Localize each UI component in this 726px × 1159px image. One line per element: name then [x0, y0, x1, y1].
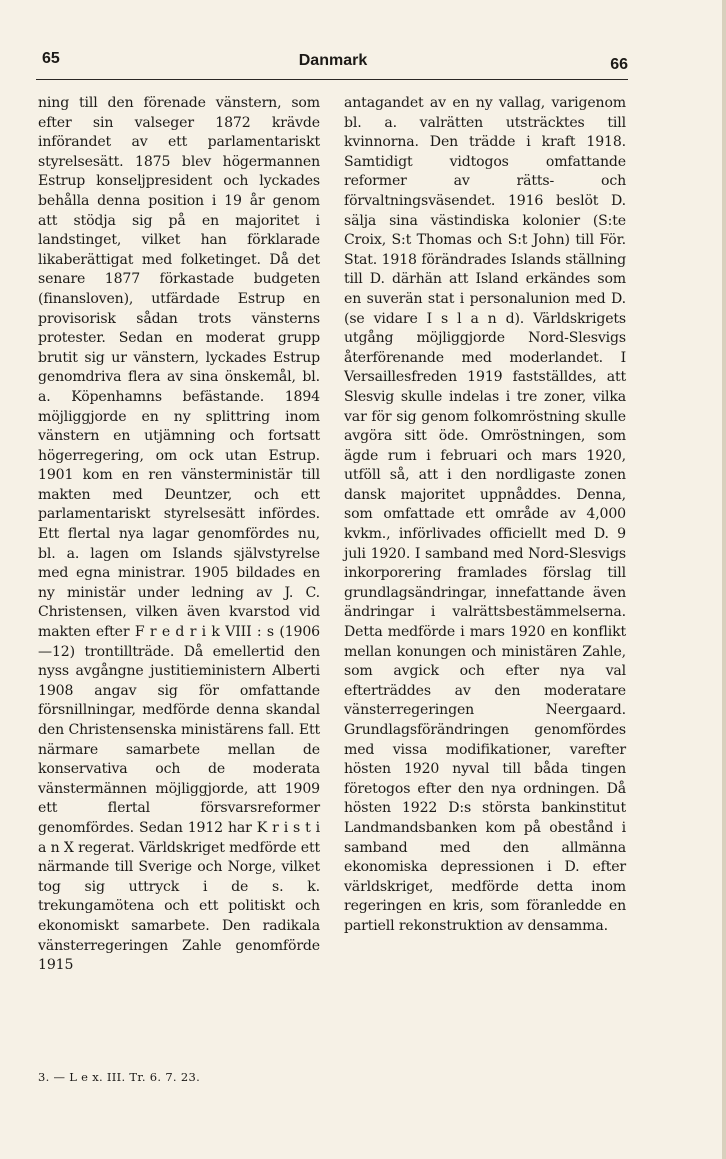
column-right-text: antagandet av en ny vallag, varigenom bl. a. valrätten utsträcktes till kvinnorna. Den trädde i kraft 1918. Samtidigt vidtogos omfattande reformer av rätts- och förvaltningsväsendet. 1916 beslöt D. sälja sina västindiska kolonier (S:te Croix, S:t Thomas och S:t John) till För. Stat. 1918 förändrades Islands ställning till D. därhän att Island erkändes som en suverän stat i personalunion med D. (se vidare I s l a n d). Världskrigets utgång möjliggjorde Nord-Slesvigs återförenande med moderlandet. I Versaillesfreden 1919 fastställdes, att Slesvig skulle indelas i tre zoner, vilka var för sig genom folkomröstning skulle avgöra sitt öde. Omröstningen, som ägde rum i februari och mars 1920, utföll så, att i den nordligaste zonen dansk majoritet uppnåddes. Denna, som omfattade ett område av 4,000 kvkm., införlivades officiellt med D. 9 juli 1920. I samband med Nord-Slesvigs inkorporering framlades förslag till grundlagsändringar, innefattande även ändringar i valrättsbestämmelserna. Detta medförde i mars 1920 en konflikt mellan konungen och ministären Zahle, som avgick och efter nya val efterträddes av den moderatare vänsterregeringen Neergaard. Grundlagsförändringen genomfördes med vissa modifikationer, varefter hösten 1920 nyval till båda tingen företogos efter den nya ordningen. Då hösten 1922 D:s största bankinstitut Landmandsbanken kom på obestånd i samband med den allmänna ekonomiska depressionen i D. efter världskriget, medförde detta inom regeringen en kris, som föranledde en partiell rekonstruktion av densamma.	[344, 95, 626, 934]
header-rule	[36, 79, 628, 80]
page-title: Danmark	[298, 52, 368, 69]
page-edge	[722, 0, 726, 1159]
page-number-left: 65	[42, 50, 60, 67]
printer-signature: 3. — L e x. III. Tr. 6. 7. 23.	[38, 1070, 201, 1084]
column-left-text: ning till den förenade vänstern, som efter sin valseger 1872 krävde införandet av ett parlamentariskt styrelsesätt. 1875 blev högermannen Estrup konseljpresident och lyckades behålla denna position i 19 år genom att stödja sig på en majoritet i landstinget, vilket han förklarade likaberättigat med folketinget. Då det senare 1877 förkastade budgeten (finansloven), utfärdade Estrup en provisorisk sådan trots vänsterns protester. Sedan en moderat grupp brutit sig ur vänstern, lyckades Estrup genomdriva flera av sina önskemål, bl. a. Köpenhamns befästande. 1894 möjliggjorde en ny splittring inom vänstern en utjämning och fortsatt högerregering, om ock utan Estrup. 1901 kom en ren vänsterministär till makten med Deuntzer, och ett parlamentariskt styrelsesätt infördes. Ett flertal nya lagar genomfördes nu, bl. a. lagen om Islands självstyrelse med egna ministrar. 1905 bildades en ny ministär under ledning av J. C. Christensen, vilken även kvarstod vid makten efter F r e d r i k VIII : s (1906—12) trontillträde. Då emellertid den nyss avgångne justitieministern Alberti 1908 angav sig för omfattande försnillningar, medförde denna skandal den Christensenska ministärens fall. Ett närmare samarbete mellan de konservativa och de moderata vänstermännen möjliggjorde, att 1909 ett flertal försvarsreformer genomfördes. Sedan 1912 har K r i s t i a n X regerat. Världskriget medförde ett närmande till Sverige och Norge, vilket tog sig uttryck i de s. k. trekungamötena och ett politiskt och ekonomiskt samarbete. Den radikala vänsterregeringen Zahle genomförde 1915	[38, 95, 320, 974]
running-header	[38, 50, 628, 78]
page-number-right: 66	[610, 56, 628, 73]
text-column-right	[344, 94, 626, 937]
text-column-left	[38, 94, 320, 976]
